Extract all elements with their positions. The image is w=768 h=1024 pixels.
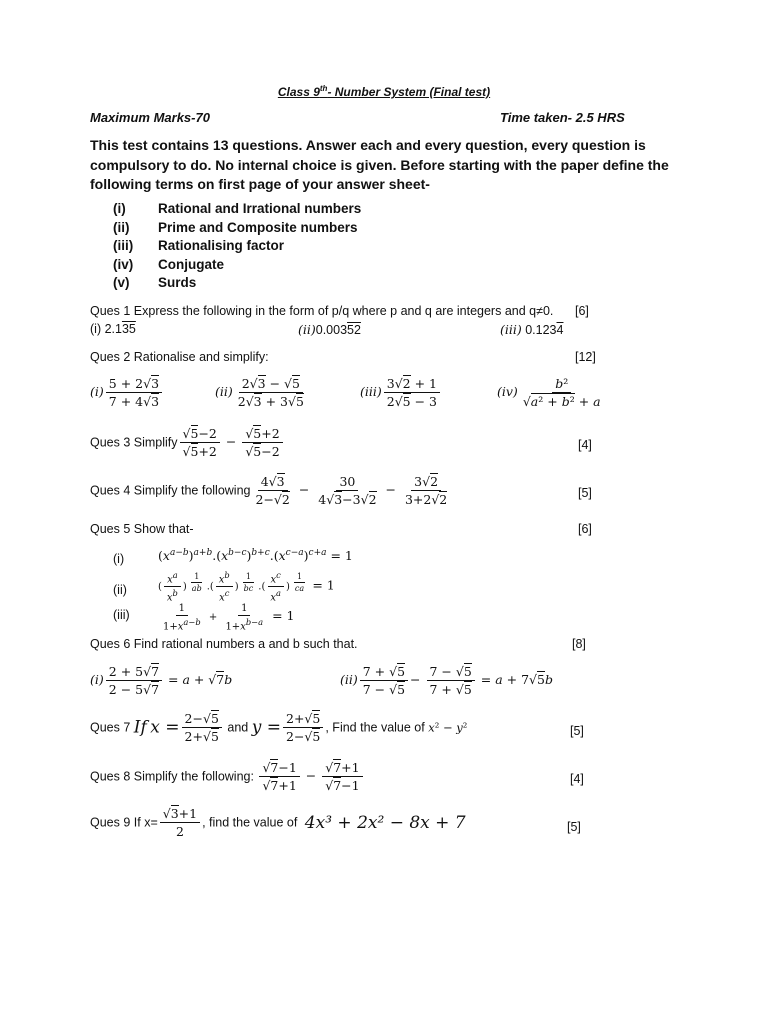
question-6-part-i: (i) $\frac{2 + 5√7}{2 - 5√7}$ = a + √7b — [90, 664, 233, 697]
question-2-part-ii: (ii) $\frac{2√3 - √5}{2√3 + 3√5}$ — [215, 376, 304, 409]
question-9: Ques 9 If x= $\frac{√3+1}{2}$ , find the value of 4x³ + 2x² − 8x + 7 — [90, 806, 466, 839]
question-9-marks: [5] — [567, 820, 581, 834]
question-2-part-i: (i) $\frac{5 + 2√3}{7 + 4√3}$ — [90, 376, 164, 409]
time-taken: Time taken- 2.5 HRS — [500, 110, 625, 125]
question-5-text: Ques 5 Show that- — [90, 522, 194, 536]
list-item: (iii) Rationalising factor — [113, 238, 285, 253]
question-3-marks: [4] — [578, 438, 592, 452]
question-8-marks: [4] — [570, 772, 584, 786]
question-1-part-c: (iii) 0.1234 — [500, 322, 564, 337]
question-5-expr-i: $(x^{a-b})^{a+b}.(x^{b-c})^{b+c}.(x^{c-a})^{c+a} = 1$ — [158, 548, 353, 564]
question-5-label-ii: (ii) — [113, 583, 127, 597]
question-5-expr-ii: ( $\frac{x^a}{x^b}$ ) $^{\frac{1}{ab}}$ .( $\frac{x^b}{x^c}$ ) $^{\frac{1}{bc}}$ .( $\frac{x^c}{x^a}$ ) $^{\frac{1}{ca}}$ = 1 — [158, 570, 335, 604]
question-7: Ques 7 If x = $\frac{2-√5}{2+√5}$ and y = $\frac{2+√5}{2-√5}$ , Find the value of x² − y² — [90, 711, 468, 744]
question-2-marks: [12] — [575, 350, 596, 364]
question-1-part-a: (i) 2.135 — [90, 322, 136, 336]
list-item: (ii) Prime and Composite numbers — [113, 219, 358, 235]
question-2-part-iv: (iv) $\frac{\text{b²}}{\text{√a² + b² + a}}$ — [497, 376, 601, 409]
question-6-part-ii: (ii) $\frac{7 + √5}{7 - √5}$ − $\frac{7 - √5}{7 + √5}$ = a + 7√5b — [340, 664, 553, 697]
list-item: (v) Surds — [113, 275, 197, 290]
question-6-marks: [8] — [572, 637, 586, 651]
question-4-marks: [5] — [578, 486, 592, 500]
instructions: This test contains 13 questions. Answer each and every question, every question is compulsory to do. No internal choice is given. Before starting with the paper define the following terms on first page of your answer sheet- — [90, 137, 669, 192]
question-5-label-i: (i) — [113, 552, 125, 566]
question-1-text: Ques 1 Express the following in the form of p/q where p and q are integers and q≠0. — [90, 304, 554, 318]
maximum-marks: Maximum Marks-70 — [90, 110, 210, 125]
list-item: (iv) Conjugate — [113, 256, 224, 272]
terms-list — [113, 201, 361, 294]
list-item: (i) Rational and Irrational numbers — [113, 201, 362, 216]
question-2-part-iii: (iii) $\frac{3√2 + 1}{2√5 - 3}$ — [360, 376, 442, 409]
question-8: Ques 8 Simplify the following: $\frac{√7-1}{√7+1}$ − $\frac{√7+1}{√7-1}$ — [90, 760, 365, 793]
question-2-text: Ques 2 Rationalise and simplify: — [90, 350, 269, 364]
question-5-label-iii: (iii) — [113, 608, 130, 622]
question-7-marks: [5] — [570, 724, 584, 738]
page-title: Class 9th- Number System (Final test) — [277, 84, 491, 99]
question-5-marks: [6] — [578, 522, 592, 536]
question-1-marks: [6] — [575, 304, 589, 318]
question-3: Ques 3 Simplify $\frac{√5-2}{√5+2}$ − $\frac{√5+2}{√5-2}$ — [90, 426, 285, 459]
question-6-text: Ques 6 Find rational numbers a and b such that. — [90, 637, 358, 651]
question-4: Ques 4 Simplify the following $\frac{4√3}{2-√2}$ − $\frac{30}{4√3-3√2}$ − $\frac{3√2}{3+2√2}$ — [90, 474, 448, 507]
question-1-part-b: (ii)0.00352 — [298, 322, 361, 337]
question-5-expr-iii: $\frac{1}{1+x^{a-b}}$ + $\frac{1}{1+x^{b-a}}$ = 1 — [163, 603, 295, 633]
